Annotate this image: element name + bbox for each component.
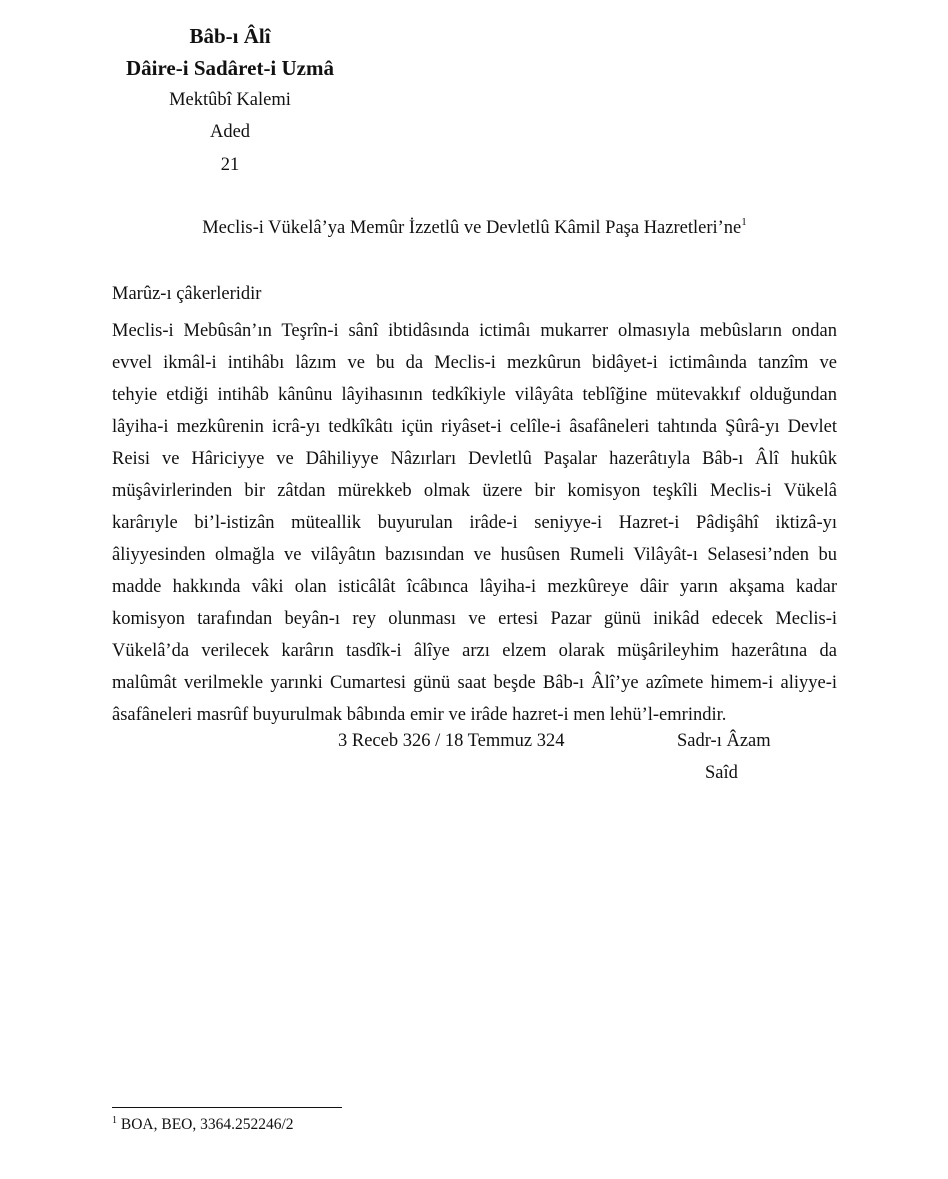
letter-body bbox=[112, 315, 837, 731]
signer-title: Sadr-ı Âzam bbox=[677, 731, 771, 751]
header-count-value: 21 bbox=[220, 155, 240, 175]
body-line: lâyiha-i mezkûrenin icrâ-yı tedkîkâtı içün riyâset-i celîle-i âsafâneleri tahtında Şûrâ-yı Devlet bbox=[112, 417, 837, 437]
body-line: müşâvirlerinden bir zâtdan mürekkeb olmak üzere bir komisyon teşkîli Meclis-i Vükelâ bbox=[112, 481, 837, 501]
addressee-line bbox=[112, 218, 837, 239]
body-line: karârıyle bi’l-istizân müteallik buyurulan irâde-i seniyye-i Hazret-i Pâdişâhî iktizâ-yı bbox=[112, 513, 837, 533]
body-line: tehyie etdiği intihâb kânûnu lâyihasının tedkîkiyle vilâyâta teblîğine mütevakkıf olduğundan bbox=[112, 385, 837, 405]
footnote-number: 1 bbox=[112, 1115, 117, 1126]
body-line: Meclis-i Mebûsân’ın Teşrîn-i sânî ibtidâsında ictimâı mukarrer olmasıyla mebûsların ondan bbox=[112, 321, 837, 341]
body-line: malûmât verilmekle yarınki Cumartesi günü saat beşde Bâb-ı Âlî’ye azîmete himem-i aliyye-i bbox=[112, 673, 837, 693]
body-line: evvel ikmâl-i intihâbı lâzım ve bu da Meclis-i mezkûrun bidâyet-i ictimâında tanzîm ve bbox=[112, 353, 837, 373]
body-line: komisyon tarafından beyân-ı rey olunması ve ertesi Pazar günü inikâd edecek Meclis-i bbox=[112, 609, 837, 629]
body-line: Vükelâ’da verilecek karârın tasdîk-i âlîye arzı elzem olarak müşârileyhim hazerâtına da bbox=[112, 641, 837, 661]
salutation: Marûz-ı çâkerleridir bbox=[112, 284, 262, 304]
addressee-text: Meclis-i Vükelâ’ya Memûr İzzetlû ve Devletlû Kâmil Paşa Hazretleri’ne bbox=[202, 218, 742, 238]
body-line: madde hakkında vâki olan isticâlât îcâbınca lâyiha-i mezkûreye dâir yarın akşama kadar bbox=[112, 577, 837, 597]
footnote-text: BOA, BEO, 3364.252246/2 bbox=[120, 1116, 294, 1133]
footnote bbox=[112, 1116, 294, 1134]
body-line: Reisi ve Hâriciyye ve Dâhiliyye Nâzırları Devletlû Paşalar hazerâtıyla Bâb-ı Âlî hukûk bbox=[112, 449, 837, 469]
closing-date: 3 Receb 326 / 18 Temmuz 324 bbox=[338, 731, 565, 751]
header-office: Bâb-ı Âlî bbox=[189, 24, 271, 48]
footnote-reference[interactable]: 1 bbox=[741, 216, 747, 228]
body-line: âliyyesinden olmağla ve vilâyâtın bazısından ve husûsen Rumeli Vilâyât-ı Selasesi’nden bu bbox=[112, 545, 837, 565]
body-line: âsafâneleri masrûf buyurulmak bâbında emir ve irâde hazret-i men lehü’l-emrindir. bbox=[112, 705, 727, 725]
header-count-label: Aded bbox=[209, 122, 251, 142]
header-bureau: Mektûbî Kalemi bbox=[169, 90, 291, 110]
footnote-divider bbox=[112, 1107, 342, 1108]
header-department: Dâire-i Sadâret-i Uzmâ bbox=[125, 56, 334, 80]
signer-name: Saîd bbox=[705, 763, 738, 783]
